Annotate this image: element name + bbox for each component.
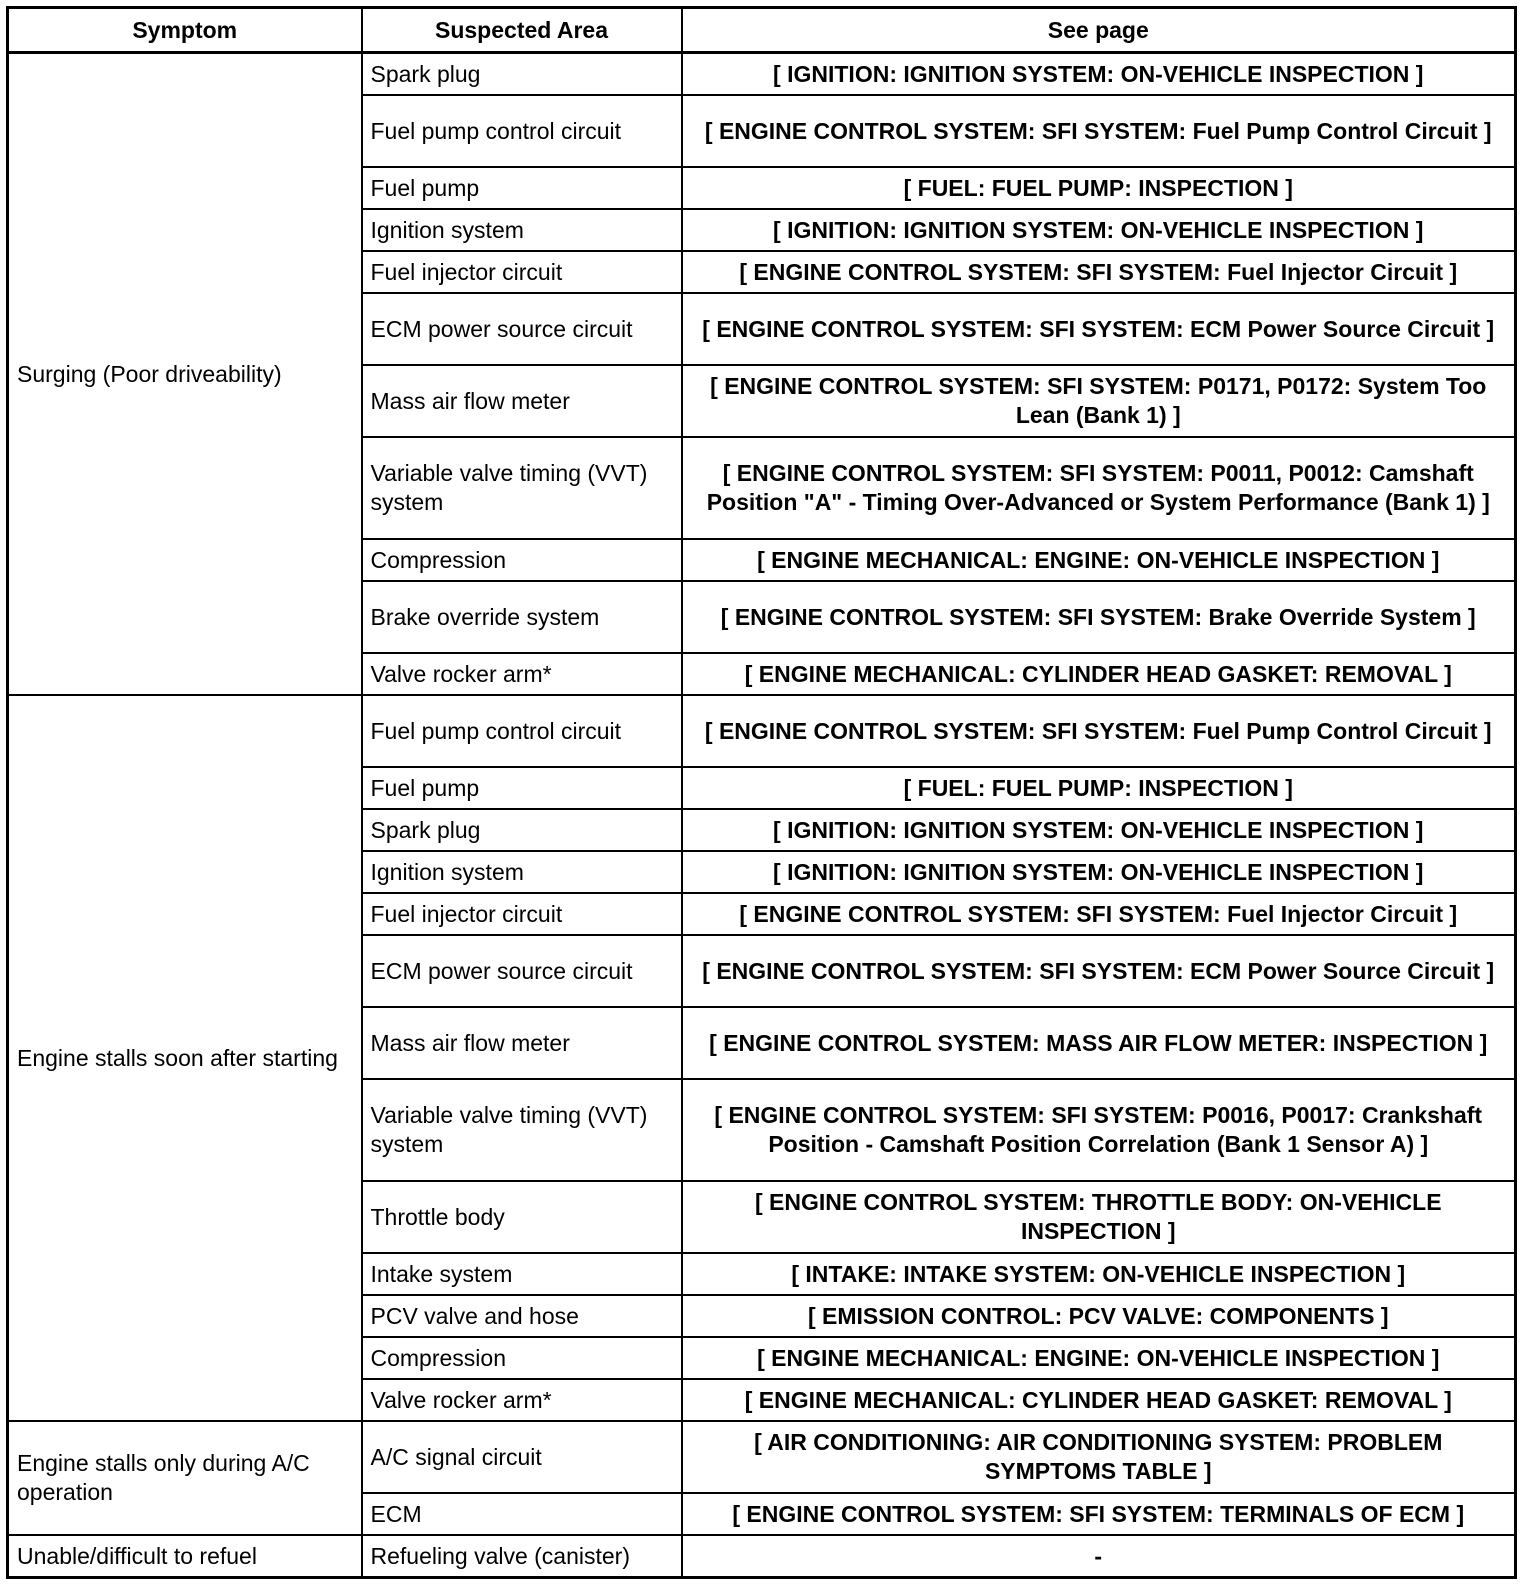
see-page-link: -	[682, 1535, 1516, 1578]
table-row	[8, 53, 1516, 96]
see-page-link[interactable]: [ INTAKE: INTAKE SYSTEM: ON-VEHICLE INSPECTION ]	[682, 1253, 1516, 1295]
suspected-area-cell: Compression	[362, 539, 682, 581]
suspected-area-cell: Mass air flow meter	[362, 1007, 682, 1079]
suspected-area-cell: Variable valve timing (VVT) system	[362, 437, 682, 539]
see-page-link[interactable]: [ ENGINE CONTROL SYSTEM: SFI SYSTEM: P0171, P0172: System Too Lean (Bank 1) ]	[682, 365, 1516, 437]
suspected-area-cell: Variable valve timing (VVT) system	[362, 1079, 682, 1181]
header-suspected-area: Suspected Area	[362, 8, 682, 53]
see-page-link[interactable]: [ IGNITION: IGNITION SYSTEM: ON-VEHICLE INSPECTION ]	[682, 809, 1516, 851]
suspected-area-cell: Ignition system	[362, 851, 682, 893]
see-page-link[interactable]: [ IGNITION: IGNITION SYSTEM: ON-VEHICLE INSPECTION ]	[682, 53, 1516, 96]
see-page-link[interactable]: [ ENGINE CONTROL SYSTEM: SFI SYSTEM: Brake Override System ]	[682, 581, 1516, 653]
see-page-link[interactable]: [ ENGINE CONTROL SYSTEM: MASS AIR FLOW METER: INSPECTION ]	[682, 1007, 1516, 1079]
suspected-area-cell: Intake system	[362, 1253, 682, 1295]
suspected-area-cell: A/C signal circuit	[362, 1421, 682, 1493]
suspected-area-cell: Fuel pump	[362, 767, 682, 809]
problem-symptoms-table	[6, 6, 1517, 1579]
see-page-link[interactable]: [ EMISSION CONTROL: PCV VALVE: COMPONENTS ]	[682, 1295, 1516, 1337]
suspected-area-cell: PCV valve and hose	[362, 1295, 682, 1337]
symptom-cell: Surging (Poor driveability)	[8, 53, 362, 696]
suspected-area-cell: Mass air flow meter	[362, 365, 682, 437]
see-page-link[interactable]: [ ENGINE CONTROL SYSTEM: SFI SYSTEM: P0016, P0017: Crankshaft Position - Camshaft Position Correlation (Bank 1 Sensor A) ]	[682, 1079, 1516, 1181]
suspected-area-cell: Fuel injector circuit	[362, 251, 682, 293]
suspected-area-cell: Refueling valve (canister)	[362, 1535, 682, 1578]
suspected-area-cell: Spark plug	[362, 809, 682, 851]
see-page-link[interactable]: [ FUEL: FUEL PUMP: INSPECTION ]	[682, 167, 1516, 209]
table-body	[8, 53, 1516, 1578]
see-page-link[interactable]: [ ENGINE MECHANICAL: CYLINDER HEAD GASKET: REMOVAL ]	[682, 1379, 1516, 1421]
see-page-link[interactable]: [ ENGINE CONTROL SYSTEM: SFI SYSTEM: Fuel Injector Circuit ]	[682, 251, 1516, 293]
table-row	[8, 695, 1516, 767]
see-page-link[interactable]: [ ENGINE CONTROL SYSTEM: SFI SYSTEM: P0011, P0012: Camshaft Position "A" - Timing Over-Advanced or System Performance (Bank 1) ]	[682, 437, 1516, 539]
suspected-area-cell: Fuel pump control circuit	[362, 695, 682, 767]
see-page-link[interactable]: [ ENGINE CONTROL SYSTEM: SFI SYSTEM: Fuel Pump Control Circuit ]	[682, 695, 1516, 767]
see-page-link[interactable]: [ ENGINE CONTROL SYSTEM: SFI SYSTEM: Fuel Pump Control Circuit ]	[682, 95, 1516, 167]
see-page-link[interactable]: [ FUEL: FUEL PUMP: INSPECTION ]	[682, 767, 1516, 809]
see-page-link[interactable]: [ ENGINE CONTROL SYSTEM: SFI SYSTEM: ECM Power Source Circuit ]	[682, 293, 1516, 365]
suspected-area-cell: Brake override system	[362, 581, 682, 653]
see-page-link[interactable]: [ ENGINE CONTROL SYSTEM: THROTTLE BODY: ON-VEHICLE INSPECTION ]	[682, 1181, 1516, 1253]
suspected-area-cell: Compression	[362, 1337, 682, 1379]
header-see-page: See page	[682, 8, 1516, 53]
suspected-area-cell: Fuel pump	[362, 167, 682, 209]
see-page-link[interactable]: [ ENGINE MECHANICAL: ENGINE: ON-VEHICLE INSPECTION ]	[682, 1337, 1516, 1379]
suspected-area-cell: Throttle body	[362, 1181, 682, 1253]
see-page-link[interactable]: [ ENGINE CONTROL SYSTEM: SFI SYSTEM: Fuel Injector Circuit ]	[682, 893, 1516, 935]
suspected-area-cell: ECM power source circuit	[362, 293, 682, 365]
table-row	[8, 1535, 1516, 1578]
symptom-cell: Engine stalls only during A/C operation	[8, 1421, 362, 1535]
see-page-link[interactable]: [ IGNITION: IGNITION SYSTEM: ON-VEHICLE INSPECTION ]	[682, 851, 1516, 893]
suspected-area-cell: Spark plug	[362, 53, 682, 96]
suspected-area-cell: ECM power source circuit	[362, 935, 682, 1007]
suspected-area-cell: Fuel pump control circuit	[362, 95, 682, 167]
suspected-area-cell: Valve rocker arm*	[362, 653, 682, 695]
see-page-link[interactable]: [ IGNITION: IGNITION SYSTEM: ON-VEHICLE INSPECTION ]	[682, 209, 1516, 251]
see-page-link[interactable]: [ AIR CONDITIONING: AIR CONDITIONING SYSTEM: PROBLEM SYMPTOMS TABLE ]	[682, 1421, 1516, 1493]
symptom-cell: Engine stalls soon after starting	[8, 695, 362, 1421]
see-page-link[interactable]: [ ENGINE CONTROL SYSTEM: SFI SYSTEM: ECM Power Source Circuit ]	[682, 935, 1516, 1007]
suspected-area-cell: Ignition system	[362, 209, 682, 251]
suspected-area-cell: Valve rocker arm*	[362, 1379, 682, 1421]
table-row	[8, 1421, 1516, 1493]
header-row	[8, 8, 1516, 53]
header-symptom: Symptom	[8, 8, 362, 53]
see-page-link[interactable]: [ ENGINE CONTROL SYSTEM: SFI SYSTEM: TERMINALS OF ECM ]	[682, 1493, 1516, 1535]
symptom-cell: Unable/difficult to refuel	[8, 1535, 362, 1578]
suspected-area-cell: Fuel injector circuit	[362, 893, 682, 935]
see-page-link[interactable]: [ ENGINE MECHANICAL: CYLINDER HEAD GASKET: REMOVAL ]	[682, 653, 1516, 695]
suspected-area-cell: ECM	[362, 1493, 682, 1535]
see-page-link[interactable]: [ ENGINE MECHANICAL: ENGINE: ON-VEHICLE INSPECTION ]	[682, 539, 1516, 581]
